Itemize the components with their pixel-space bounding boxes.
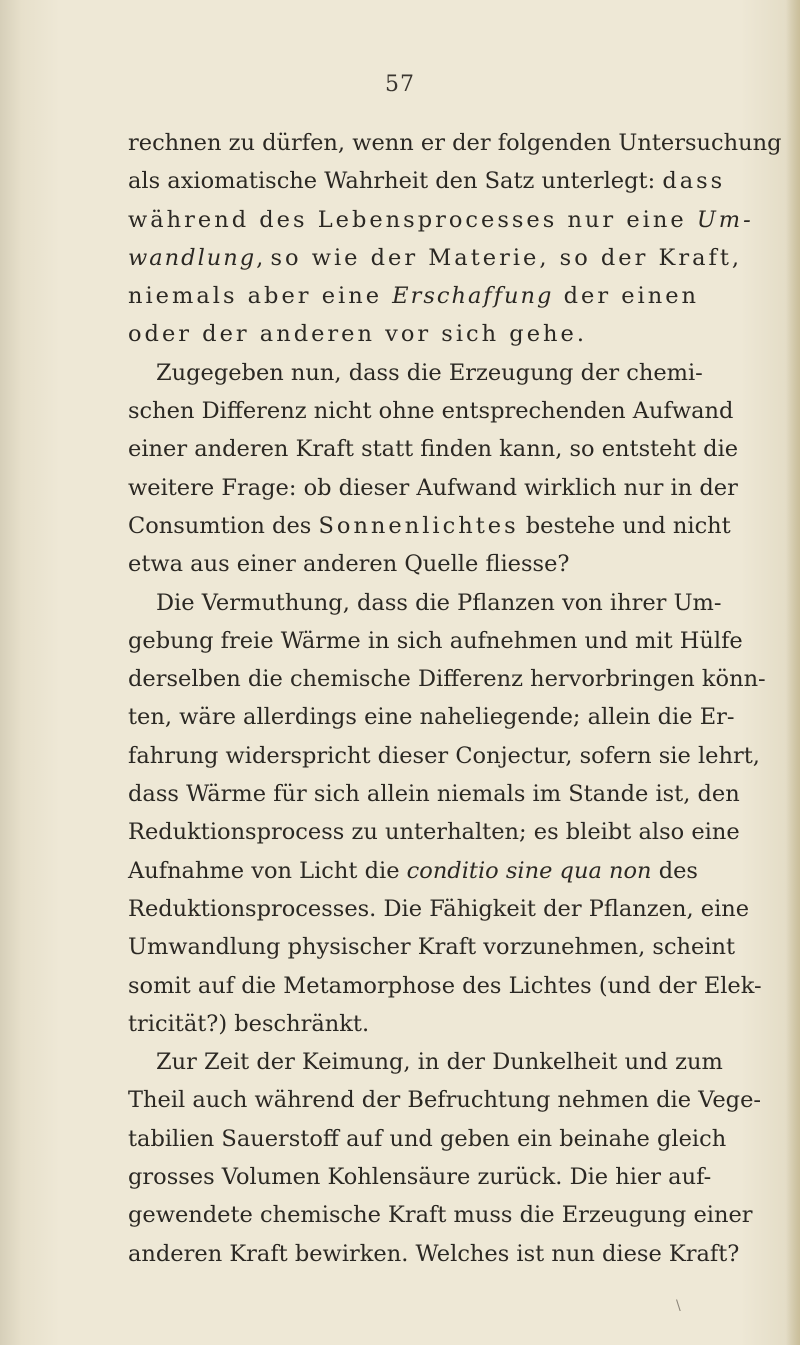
emphasis-spaced: dass	[662, 168, 726, 195]
text-line-14: gebung freie Wärme in sich aufnehmen und mit Hülfe	[128, 627, 743, 654]
emphasis-italic: conditio sine qua non	[406, 857, 652, 884]
text-line-11: Consumtion des Sonnenlichtes bestehe und nicht	[128, 512, 731, 539]
emphasis-spaced: Sonnenlichtes	[318, 512, 519, 539]
text-line-30: anderen Kraft bewirken. Welches ist nun diese Kraft?	[128, 1240, 740, 1267]
text-line-1: rechnen zu dürfen, wenn er der folgenden Untersuchung	[128, 130, 782, 156]
emphasis-italic: Erschaffung	[392, 283, 554, 310]
text-line-2: als axiomatische Wahrheit den Satz unterlegt: dass	[128, 168, 726, 195]
margin-mark: \	[676, 1298, 681, 1314]
text-line-29: gewendete chemische Kraft muss die Erzeugung einer	[128, 1202, 753, 1229]
text-line-19: Reduktionsprocess zu unterhalten; es bleibt also eine	[128, 819, 740, 846]
text-line-16: ten, wäre allerdings eine naheliegende; allein die Er-	[128, 704, 735, 731]
body-text	[128, 124, 782, 1273]
emphasis-italic: wandlung	[128, 244, 257, 271]
text-line-5: niemals aber eine Erschaffung der einen	[128, 283, 700, 310]
text-line-13: Die Vermuthung, dass die Pflanzen von ihrer Um-	[156, 589, 722, 616]
text-line-15: derselben die chemische Differenz hervorbringen könn-	[128, 666, 766, 693]
text-line-12: etwa aus einer anderen Quelle fliesse?	[128, 551, 570, 578]
page-number: 57	[385, 72, 415, 97]
emphasis-italic: Um-	[696, 206, 754, 233]
text-line-21: Reduktionsprocesses. Die Fähigkeit der Pflanzen, eine	[128, 895, 750, 922]
text-line-8: schen Differenz nicht ohne entsprechenden Aufwand	[128, 398, 734, 425]
text-line-20: Aufnahme von Licht die conditio sine qua non des	[128, 857, 698, 884]
text-line-26: Theil auch während der Befruchtung nehmen die Vege-	[128, 1087, 761, 1114]
text-line-10: weitere Frage: ob dieser Aufwand wirklich nur in der	[128, 474, 738, 501]
text-line-23: somit auf die Metamorphose des Lichtes (und der Elek-	[128, 972, 762, 999]
text-line-18: dass Wärme für sich allein niemals im Stande ist, den	[128, 781, 740, 808]
text-line-22: Umwandlung physischer Kraft vorzunehmen, scheint	[128, 934, 736, 961]
text-line-25: Zur Zeit der Keimung, in der Dunkelheit und zum	[156, 1049, 723, 1076]
page-spine-shadow	[786, 0, 800, 1345]
text-line-24: tricität?) beschränkt.	[128, 1010, 370, 1037]
text-line-9: einer anderen Kraft statt finden kann, so entsteht die	[128, 436, 739, 463]
text-line-3: während des Lebensprocesses nur eine Um-	[128, 206, 754, 233]
text-line-7: Zugegeben nun, dass die Erzeugung der chemi-	[156, 359, 703, 386]
text-line-17: fahrung widerspricht dieser Conjectur, sofern sie lehrt,	[128, 742, 760, 769]
text-line-27: tabilien Sauerstoff auf und geben ein beinahe gleich	[128, 1125, 727, 1152]
text-line-28: grosses Volumen Kohlensäure zurück. Die hier auf-	[128, 1164, 712, 1191]
text-line-6: oder der anderen vor sich gehe.	[128, 321, 587, 348]
text-line-4: wandlung, so wie der Materie, so der Kraft,	[128, 244, 743, 271]
